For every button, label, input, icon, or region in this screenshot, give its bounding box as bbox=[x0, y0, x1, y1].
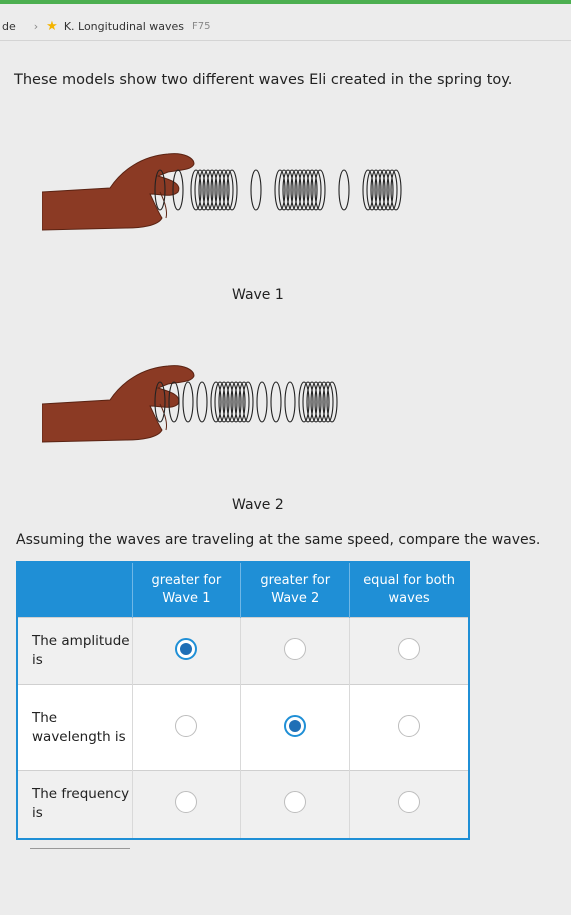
radio-frequency-wave-1[interactable] bbox=[175, 791, 197, 813]
wave-2-label: Wave 2 bbox=[232, 497, 284, 513]
row-label-frequency: The frequency is bbox=[17, 771, 132, 839]
radio-frequency-wave-2[interactable] bbox=[284, 791, 306, 813]
radio-wavelength-equal[interactable] bbox=[398, 715, 420, 737]
spring-coil bbox=[257, 382, 267, 422]
header-equal-both: equal for both waves bbox=[350, 562, 469, 618]
radio-amplitude-wave-2[interactable] bbox=[284, 638, 306, 660]
skill-code: F75 bbox=[192, 20, 211, 32]
spring-coil bbox=[197, 382, 207, 422]
table-header-row bbox=[17, 562, 469, 618]
spring-coils bbox=[155, 170, 401, 210]
radio-wavelength-wave-2[interactable] bbox=[284, 715, 306, 737]
table-row-frequency bbox=[17, 771, 469, 839]
spring-coil bbox=[183, 382, 193, 422]
question-text: These models show two different waves Eli created in the spring toy. bbox=[14, 72, 513, 88]
wave-2-illustration bbox=[42, 360, 492, 448]
hand-icon bbox=[42, 154, 194, 230]
wave-1-label: Wave 1 bbox=[232, 287, 284, 303]
hand-icon bbox=[42, 366, 194, 442]
top-accent-bar bbox=[0, 0, 571, 4]
radio-amplitude-equal[interactable] bbox=[398, 638, 420, 660]
row-label-wavelength: The wavelength is bbox=[17, 685, 132, 771]
spring-coil bbox=[339, 170, 349, 210]
comparison-table bbox=[16, 561, 470, 840]
row-label-amplitude: The amplitude is bbox=[17, 618, 132, 685]
header-greater-wave-2: greater for Wave 2 bbox=[241, 562, 350, 618]
table-row-amplitude bbox=[17, 618, 469, 685]
radio-wavelength-wave-1[interactable] bbox=[175, 715, 197, 737]
breadcrumb-parent-link[interactable]: de bbox=[2, 19, 16, 33]
divider-line bbox=[30, 848, 130, 849]
chevron-right-icon: › bbox=[33, 19, 39, 33]
breadcrumb bbox=[0, 12, 571, 41]
wave-1-illustration bbox=[42, 148, 492, 236]
header-blank bbox=[17, 562, 132, 618]
header-greater-wave-1: greater for Wave 1 bbox=[132, 562, 241, 618]
table-row-wavelength bbox=[17, 685, 469, 771]
compare-prompt: Assuming the waves are traveling at the same speed, compare the waves. bbox=[16, 532, 541, 548]
breadcrumb-skill-title: K. Longitudinal waves bbox=[63, 19, 185, 33]
spring-coil bbox=[271, 382, 281, 422]
spring-coil bbox=[285, 382, 295, 422]
star-icon: ★ bbox=[46, 18, 58, 34]
radio-frequency-equal[interactable] bbox=[398, 791, 420, 813]
spring-coils bbox=[155, 382, 337, 422]
radio-amplitude-wave-1[interactable] bbox=[175, 638, 197, 660]
spring-coil bbox=[251, 170, 261, 210]
